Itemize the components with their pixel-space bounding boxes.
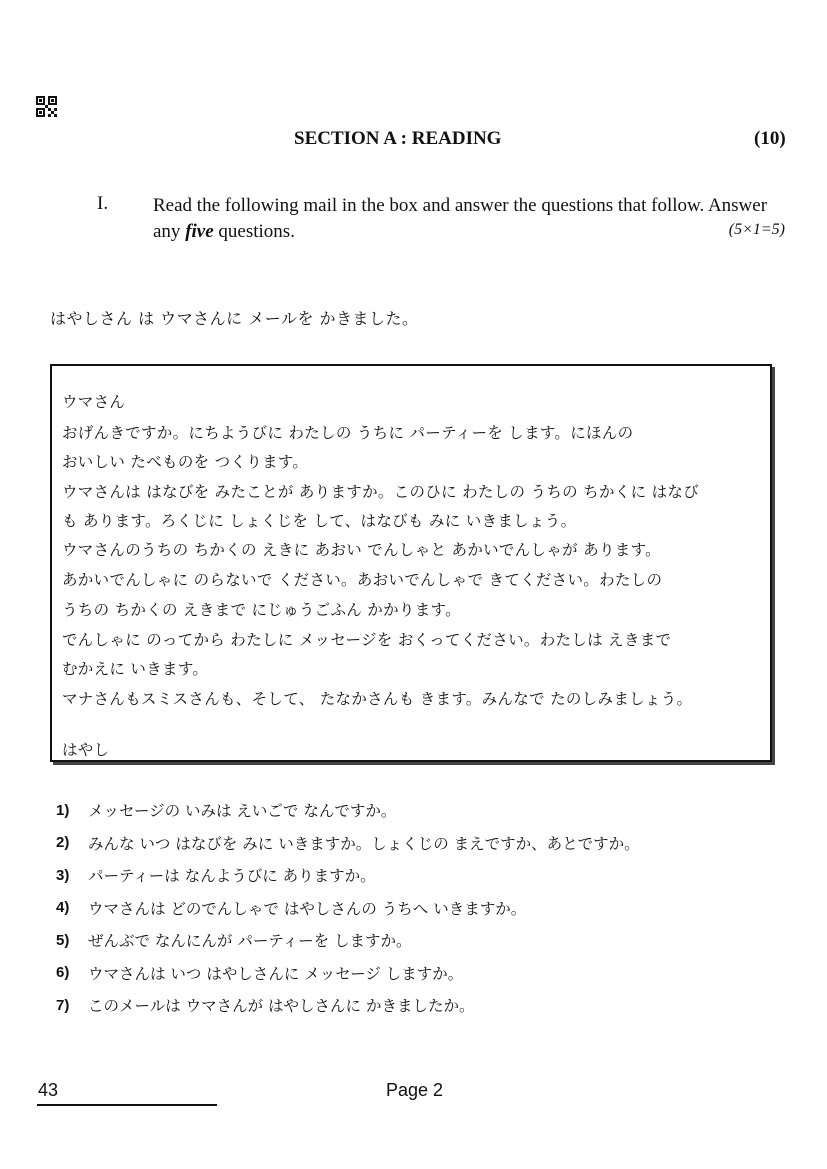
item-text: パーティーは なんようびに ありますか。 [88, 867, 376, 886]
mail-line: ウマさんは はなびを みたことが ありますか。このひに わたしの うちの ちかくに はなび [62, 483, 699, 501]
item-number: 7) [56, 996, 70, 1014]
item-text: メッセージの いみは えいごで なんですか。 [88, 802, 397, 821]
list-item [56, 989, 640, 1022]
mail-line: ウマさんのうちの ちかくの えきに あおい でんしゃと あかいでんしゃが あります。 [62, 541, 661, 559]
item-text: みんな いつ はなびを みに いきますか。しょくじの まえですか、あとですか。 [88, 834, 640, 853]
question-list [56, 794, 640, 1022]
list-item [56, 924, 640, 957]
mail-box [50, 364, 772, 762]
mail-line: うちの ちかくの えきまで にじゅうごふん かかります。 [62, 601, 461, 619]
qr-code-icon [36, 96, 57, 117]
section-title: SECTION A : READING [294, 128, 502, 149]
item-number: 6) [56, 964, 70, 982]
mail-line: あかいでんしゃに のらないで ください。あおいでんしゃで きてください。わたしの [62, 571, 663, 589]
item-number: 3) [56, 866, 70, 884]
item-number: 1) [56, 801, 70, 819]
mail-line: おげんきですか。にちようびに わたしの うちに パーティーを します。にほんの [62, 424, 634, 442]
item-number: 5) [56, 931, 70, 949]
list-item [56, 859, 640, 892]
item-text: このメールは ウマさんが はやしさんに かきましたか。 [88, 997, 475, 1016]
list-item [56, 794, 640, 827]
question-number: I. [97, 193, 109, 214]
question-marks: (5×1=5) [728, 221, 785, 238]
question-instruction [153, 193, 785, 245]
instruction-text-end: questions. [213, 221, 295, 242]
section-marks: (10) [754, 128, 786, 149]
intro-sentence: はやしさん は ウマさんに メールを かきました。 [50, 309, 419, 328]
mail-line: でんしゃに のってから わたしに メッセージを おくってください。わたしは えきまで [62, 631, 672, 649]
item-text: ぜんぶで なんにんが パーティーを しますか。 [88, 932, 412, 951]
item-text: ウマさんは どのでんしゃで はやしさんの うちへ いきますか。 [88, 899, 527, 918]
list-item [56, 892, 640, 925]
mail-line: も あります。ろくじに しょくじを して、はなびも みに いきましょう。 [62, 512, 577, 530]
page-number: Page 2 [386, 1080, 444, 1100]
paper-code: 43 [38, 1080, 59, 1100]
item-number: 2) [56, 834, 70, 852]
mail-line: マナさんもスミスさんも、そして、 たなかさんも きます。みんなで たのしみましょう。 [62, 690, 693, 708]
mail-line: おいしい たべものを つくります。 [62, 453, 309, 471]
item-number: 4) [56, 899, 70, 917]
mail-greeting: ウマさん [62, 393, 126, 411]
instruction-text: Read the following mail in the box and answer the questions that follow. Answer any [153, 195, 768, 242]
footer-divider [37, 1104, 217, 1106]
mail-line: むかえに いきます。 [62, 660, 209, 678]
list-item [56, 957, 640, 990]
instruction-emphasis: five [185, 221, 214, 242]
list-item [56, 827, 640, 860]
mail-signature: はやし [62, 741, 110, 759]
item-text: ウマさんは いつ はやしさんに メッセージ しますか。 [88, 964, 464, 983]
